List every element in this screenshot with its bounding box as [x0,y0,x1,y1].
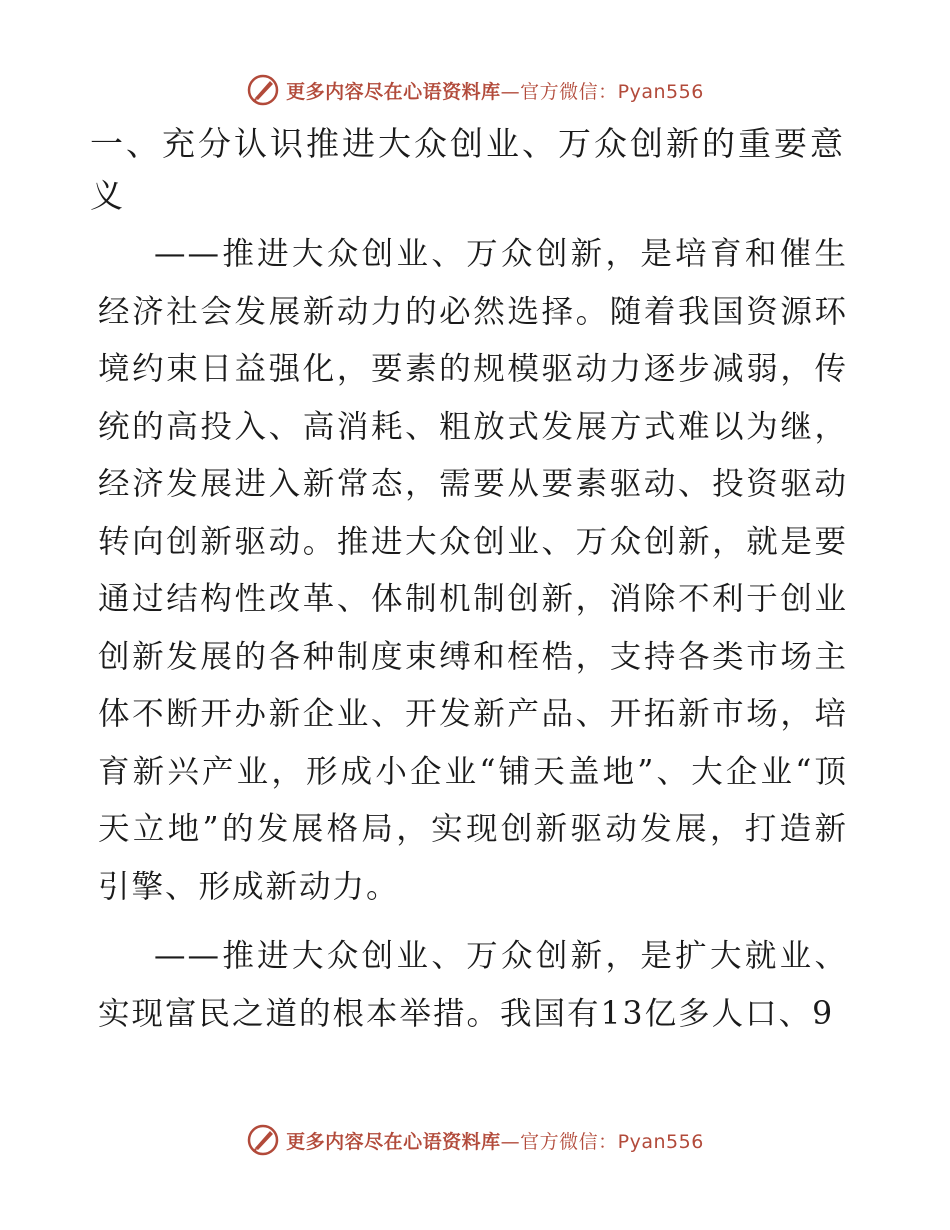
watermark-separator: — [500,80,521,103]
section-heading: 一、充分认识推进大众创业、万众创新的重要意义 [90,124,846,215]
watermark-site: 更多内容尽在心语资料库 [286,1130,501,1153]
watermark-contact: 官方微信：Pyan556 [520,80,704,103]
watermark-separator: — [500,1130,521,1153]
document-body [90,118,848,1043]
paragraph: ——推进大众创业、万众创新，是培育和催生经济社会发展新动力的必然选择。随着我国资源环境约束日益强化，要素的规模驱动力逐步减弱，传统的高投入、高消耗、粗放式发展方式难以为继，经济发展进入新常态，需要从要素驱动、投资驱动转向创新驱动。推进大众创业、万众创新，就是要通过结构性改革、体制机制创新，消除不利于创业创新发展的各种制度束缚和桎梏，支持各类市场主体不断开办新企业、开发新产品、开拓新市场，培育新兴产业，形成小企业“铺天盖地”、大企业“顶天立地”的发展格局，实现创新驱动发展，打造新引擎、形成新动力。 [98,236,848,905]
watermark-site: 更多内容尽在心语资料库 [286,80,501,103]
header-watermark [0,70,950,110]
paragraph: ——推进大众创业、万众创新，是扩大就业、实现富民之道的根本举措。我国有13亿多人口、9 [98,938,848,1032]
watermark-contact: 官方微信：Pyan556 [520,1130,704,1153]
quill-logo-icon [246,1123,280,1157]
footer-watermark [0,1120,950,1160]
watermark-text [286,77,704,104]
watermark-text [286,1127,704,1154]
quill-logo-icon [246,73,280,107]
